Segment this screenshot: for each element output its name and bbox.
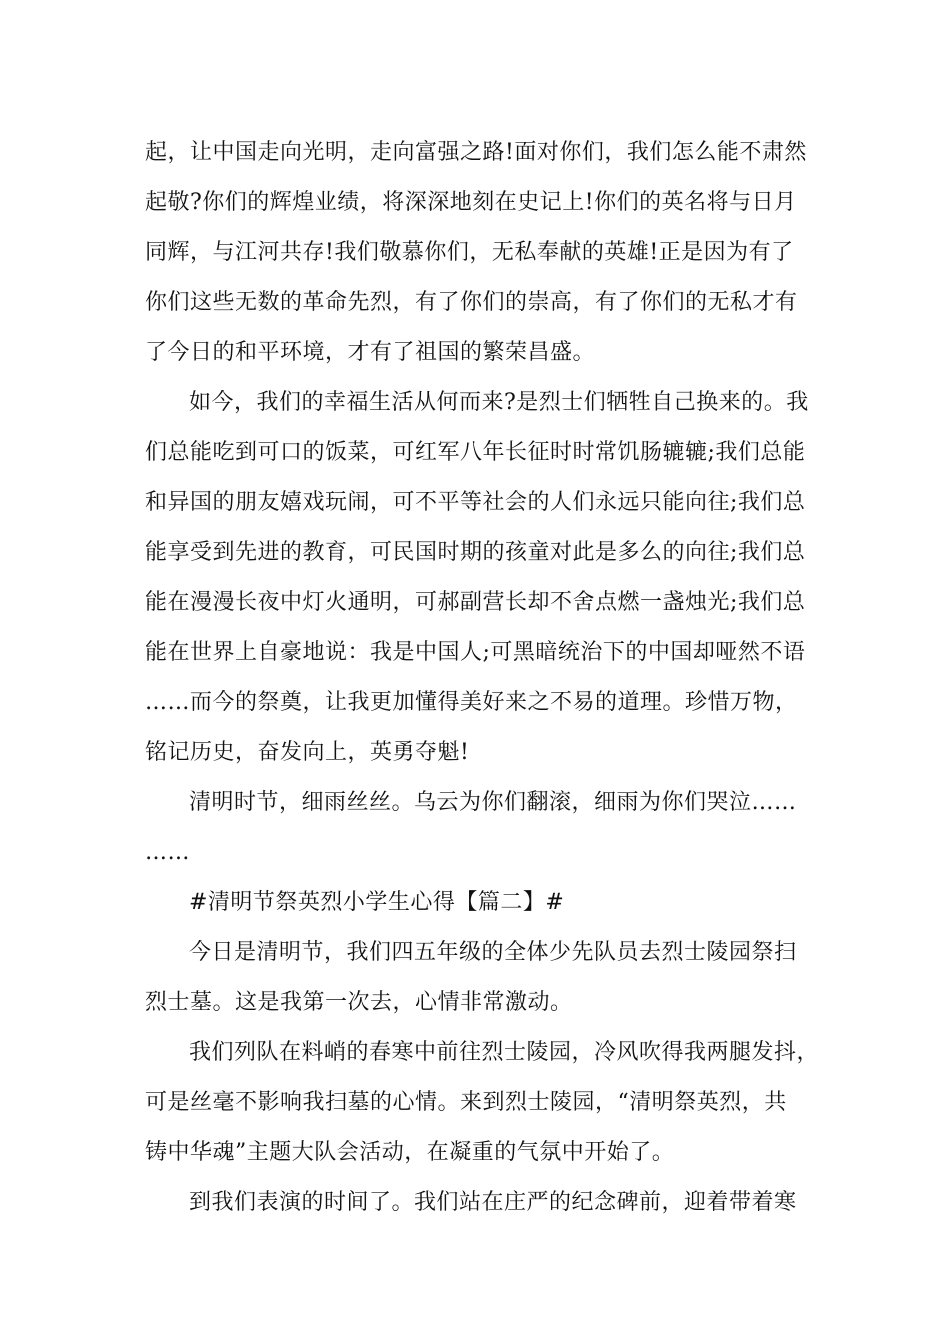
text-line: 今日是清明节，我们四五年级的全体少先队员去烈士陵园祭扫 [189, 940, 797, 965]
text-line: 起，让中国走向光明，走向富强之路!面对你们，我们怎么能不肃然 [145, 140, 807, 165]
paragraph-6 [145, 1178, 810, 1228]
document-body [145, 128, 820, 1228]
text-line: 了今日的和平环境，才有了祖国的繁荣昌盛。 [145, 340, 596, 365]
text-line: 能在漫漫长夜中灯火通明，可郝副营长却不舍点燃一盏烛光;我们总 [145, 590, 806, 615]
text-line: …… [145, 840, 190, 865]
paragraph-1 [145, 128, 810, 378]
text-line: 铸中华魂”主题大队会活动，在凝重的气氛中开始了。 [145, 1140, 675, 1165]
paragraph-2 [145, 378, 810, 778]
text-line: 可是丝毫不影响我扫墓的心情。来到烈士陵园，“清明祭英烈，共 [145, 1090, 787, 1115]
text-line: 铭记历史，奋发向上，英勇夺魁! [145, 740, 470, 765]
text-line: 烈士墓。这是我第一次去，心情非常激动。 [145, 990, 573, 1015]
text-line: 清明时节，细雨丝丝。乌云为你们翻滚，细雨为你们哭泣…… [189, 790, 797, 815]
text-line: 能在世界上自豪地说：我是中国人;可黑暗统治下的中国却哑然不语 [145, 640, 806, 665]
paragraph-4 [145, 928, 810, 1028]
text-line: 起敬?你们的辉煌业绩，将深深地刻在史记上!你们的英名将与日月 [145, 190, 797, 215]
text-line: 和异国的朋友嬉戏玩闹，可不平等社会的人们永远只能向往;我们总 [145, 490, 806, 515]
paragraph-5 [145, 1028, 820, 1178]
section-heading [145, 878, 810, 928]
text-line: 你们这些无数的革命先烈，有了你们的崇高，有了你们的无私才有 [145, 290, 798, 315]
text-line: 们总能吃到可口的饭菜，可红军八年长征时时常饥肠辘辘;我们总能 [145, 440, 806, 465]
text-line: 同辉，与江河共存!我们敬慕你们，无私奉献的英雄!正是因为有了 [145, 240, 794, 265]
text-line: 如今，我们的幸福生活从何而来?是烈士们牺牲自己换来的。我 [189, 390, 809, 415]
text-line: 到我们表演的时间了。我们站在庄严的纪念碑前，迎着带着寒 [189, 1190, 797, 1215]
text-line: ……而今的祭奠，让我更加懂得美好来之不易的道理。珍惜万物， [145, 690, 798, 715]
section-title: #清明节祭英烈小学生心得【篇二】# [189, 890, 565, 915]
text-line: 我们列队在料峭的春寒中前往烈士陵园，冷风吹得我两腿发抖， [189, 1040, 820, 1065]
paragraph-3 [145, 778, 810, 878]
text-line: 能享受到先进的教育，可民国时期的孩童对此是多么的向往;我们总 [145, 540, 806, 565]
